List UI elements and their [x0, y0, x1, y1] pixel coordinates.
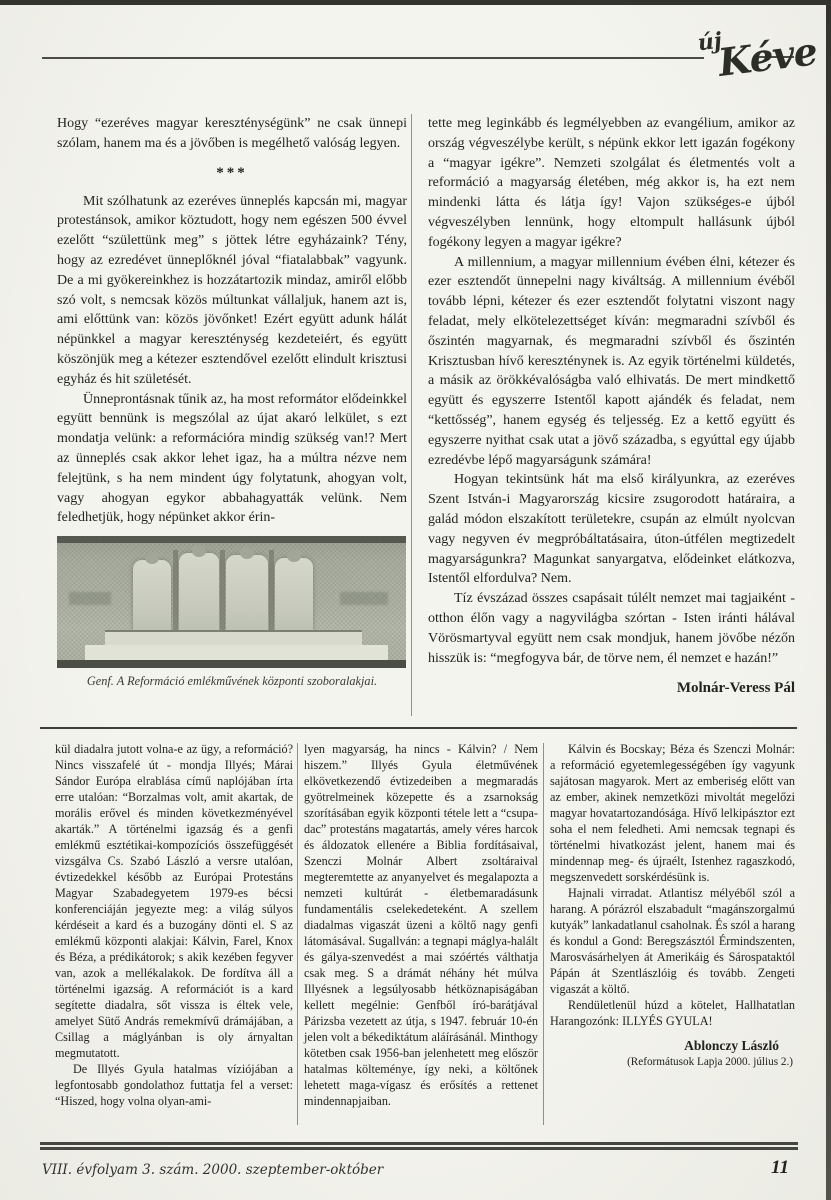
- scan-edge-top: [0, 0, 831, 5]
- top-left-column: [57, 114, 407, 689]
- photo-top-edge: [57, 536, 406, 543]
- logo-keve-text: Kéve: [715, 28, 820, 85]
- top-right-column: [428, 114, 795, 697]
- section-divider-rule: [40, 727, 797, 729]
- statue-figure: [226, 555, 268, 632]
- paragraph: Hajnali virradat. Atlantisz mélyéből szól a harang. A pórázról elszabadult “magánszorgalmú kutyák” lankadatlanul csaholnak. És szól a harang és kondul a Gond: Beregszásztól Érmindszenten, Marosvásárhelyen át Amerikáig és Sárospataktól Pápán át Szentlászlóig és tovább. Zengeti vigaszát a költő.: [550, 886, 795, 996]
- footer-double-rule: [40, 1142, 798, 1150]
- logo-uj-text: új: [696, 27, 724, 57]
- paragraph: Tíz évszázad összes csapásait túlélt nemzet mai tagjaiként - otthon élőn vagy a nagyvilágba szórtan - Isten iránti hálával Vörösmartyval együtt nem csak mondjuk, hanem jövőbe nézőn hisszük is: “megfogyva bár, de törve nem, él nemzet e hazán!”: [428, 591, 795, 666]
- photo-caption: Genf. A Reformáció emlékművének központi szoboralakjai.: [86, 674, 378, 689]
- statue-gap: [269, 550, 274, 632]
- wall-inscription-right: [340, 592, 388, 605]
- scan-edge-right: [826, 0, 831, 1200]
- statue-head: [240, 547, 254, 559]
- footer-issue-text: VIII. évfolyam 3. szám. 2000. szeptember-október: [42, 1162, 384, 1178]
- bottom-column-3: [550, 741, 795, 1068]
- author-signature: Ablonczy László: [684, 1038, 779, 1053]
- paragraph: De Illyés Gyula hatalmas víziójában a legfontosabb gondolathoz futtatja fel a verset: “Hiszed, hogy volna olyan-ami-: [55, 1062, 293, 1108]
- wall-inscription-left: [69, 592, 111, 605]
- column-divider: [543, 743, 544, 1125]
- statue-figure: [133, 560, 171, 632]
- footer-page-number: 11: [771, 1157, 789, 1178]
- article-top-section: [57, 110, 795, 725]
- paragraph: Rendületlenül húzd a kötelet, Hallhatatlan Harangozónk: ILLYÉS GYULA!: [550, 998, 795, 1028]
- paragraph: Ünneprontásnak tűnik az, ha most reformátor elődeinkkel együtt bennünk is megszólal az újat akaró lelkület, s ezt mondatja velünk: a reformációra mindig szükség van!? Mert az ünneplés csak akkor lehet igaz, ha a múltra nézve nem felejtünk, s ha nem mindent úgy folytatunk, ahogyan volt, vagy ahogyan egykor abbahagyatták velünk. Nem feledhetjük, hogy népünket akkor érin-: [57, 391, 407, 526]
- statue-figure: [179, 553, 219, 632]
- reformation-wall-photo: [57, 536, 406, 668]
- source-citation: (Reformátusok Lapja 2000. július 2.): [627, 1056, 793, 1068]
- paragraph: Hogy “ezeréves magyar kereszténységünk” ne csak ünnepi szólam, hanem ma és a jövőben is megélhető valóság legyen.: [57, 116, 407, 151]
- paragraph: kül diadalra jutott volna-e az ügy, a reformáció? Nincs visszafelé út - mondja Illyés; Márai Sándor Európa elrablása című naplójában írta erre utalóan: “Borzalmas volt, amit akartak, de morális erővel és minden következményével akarták.” A történelmi igazság és a genfi emlékmű esztétikai-kompozíciós összefüggését vizsgálva Cs. Szabó László a versre utalóan, évtizedekkel később az Európai Protestáns Magyar Szabadegyetem 1979-es bécsi konferenciáján jegyezte meg: a világ súlyos kérdéseit a kard és a buzogány dönti el. S az emlékmű központi alakjai: Kálvin, Farel, Knox és Béza, a prédikátorok; s akik kezében fegyver van, azok a mellékalakok. De fordítva áll a történelmi igazság. A reformációt is a kard segítette diadalra, sőt vissza is éltek vele, amelyet Sütő András remekmívű drámájában, a Csillag a máglyánban is oly árnyaltan megmutatott.: [55, 742, 293, 1060]
- pedestal-step-lower: [85, 645, 388, 660]
- paragraph: tette meg leginkább és legmélyebben az evangélium, amikor az ország végveszélybe került, s népünk ekkor lett igazán fogékony a “magyar igékre”. Nemzeti szolgálat és életmentés volt a reformáció a magyarság életében, még akkor is, ha ezt nem mindenki látta és látja így! Vajon szükséges-e újból végveszélyben lennünk, hogy eltompult hallásunk újból fogékony legyen a magyar igékre?: [428, 116, 795, 250]
- paragraph: A millennium, a magyar millennium évében élni, kétezer és ezer esztendőt ünnepelni nagy kiváltság. A millennium évéből tovább lépni, kétezer és ezer esztendőt folytatni viszont nagy feladat, mely elkötelezettséget kíván: megmaradni szívből és őszintén magyarnak, és megmaradni szívből és őszintén Krisztusban hívő kereszténynek is. Az egyik történelmi küldetés, a másik az örökkévalóságba való elhivatás. De mert mindkettő együtt és egyszerre Istentől kapott ajándék és feladat, nem “kettősség”, hanem egység és teljesség. Ez a kettő együtt és egyszerre nyithat csak utat a jövő századba, s egyúttal egy újabb ezredévbe lépő magyarságunk számára!: [428, 254, 795, 468]
- paragraph: Mit szólhatunk az ezeréves ünneplés kapcsán mi, magyar protestánsok, amikor köztudott, hogy nem egészen 500 évvel ezelőtt “születtünk meg” s jöttek létre egyházaink? Tény, hogy az ezredévet ünneplőknél jóval “fiatalabbak” vagyunk. De a mi gyökereinkhez is hozzátartozik mindaz, amiről előbb szó volt, s nemcsak közös múltunkat vállaljuk, hanem azt is, ami előttünk van: közös jövőnket! Ezért együtt adunk hálát népünkkel a magyar kereszténység kezdeteiért, és együtt köszönjük meg a kétezer esztendővel ezelőtt elindult krisztusi egyház és hit születését.: [57, 193, 407, 387]
- stars-separator: ***: [216, 164, 248, 181]
- statue-head: [145, 552, 159, 564]
- bottom-column-2: [304, 741, 538, 1109]
- statue-gap: [173, 550, 178, 632]
- paragraph: Kálvin és Bocskay; Béza és Szenczi Molnár: a reformáció egyetemlegességében így vagyunk sajátosan magyarok. Mert az emberiség előtt van az ember, akinek nemzetközi mivoltát megelőzi magyar hovatartozandósága. Hívő lelkipásztor ezt soha el nem feledheti. Ami nemcsak tegnapi és történelmi hivatkozást jelent, hanem mai és mindennap meg- és újraélt, Istenhez ragaszkodó, megszenvedett sorskérdésünk is.: [550, 742, 795, 884]
- article-bottom-section: [55, 741, 795, 1129]
- statue-gap: [220, 550, 225, 632]
- column-divider: [411, 114, 412, 716]
- paragraph: lyen magyarság, ha nincs - Kálvin? / Nem hiszem.” Illyés Gyula életművének elkövetkezendő évtizedeiben a megmaradás gyötrelmeinek közepette és a zsarnokság szorításában egyik központi tétele lett a “csupa-dac” protestáns magatartás, amely véres harcok és áldozatok ellenére a Biblia fordításaival, Szenczi Molnár Albert zsoltáraival megteremtette az anyanyelvet és megalapozta a nemzeti kultúrát - életbemaradásunk fundamentális cselekedeteként. A szellem diadalmas vigaszát üzeni a költő nagy genfi látomásával. Sugallván: a tegnapi máglya-halált és gálya-szenvedést a mai szóértés válthatja csak meg. S a drámát néhány hét múlva Illyésnek a legsúlyosabb hétköznapiságában kellett megélnie: Genfből író-barátjával Párizsba vezetett az útja, s 1947. február 10-én jelen volt a békediktátum aláírásánál. Minthogy kötetben csak 1956-ban jelenhetett meg először hatalmas költeménye, így neki, a költőnek lehetett maga-vígasz és erősítés a rettenet mindennapjaiban.: [304, 742, 538, 1108]
- magazine-logo: [688, 15, 820, 99]
- photo-bottom-edge: [57, 660, 406, 668]
- statue-figure: [275, 558, 313, 632]
- pedestal-step-upper: [105, 630, 362, 645]
- statue-head: [192, 545, 206, 557]
- header-rule-left: [42, 57, 704, 59]
- column-divider: [297, 743, 298, 1125]
- statue-head: [287, 550, 301, 562]
- paragraph: Hogyan tekintsünk hát ma első királyunkra, az ezeréves Szent István-i Magyarország kicsire zsugorodott határaira, a galád módon elszakított területekre, csupán az elmúlt nyolcvan vagy negyven év megpróbáltatásaira, úton-útfélen megtizedelt magyarságunkra? Magunkat sanyargatva, elődeinket elátkozva, Istentől elfordulva? Nem.: [428, 472, 795, 587]
- author-signature: Molnár-Veress Pál: [676, 680, 795, 697]
- bottom-column-1: [55, 741, 293, 1109]
